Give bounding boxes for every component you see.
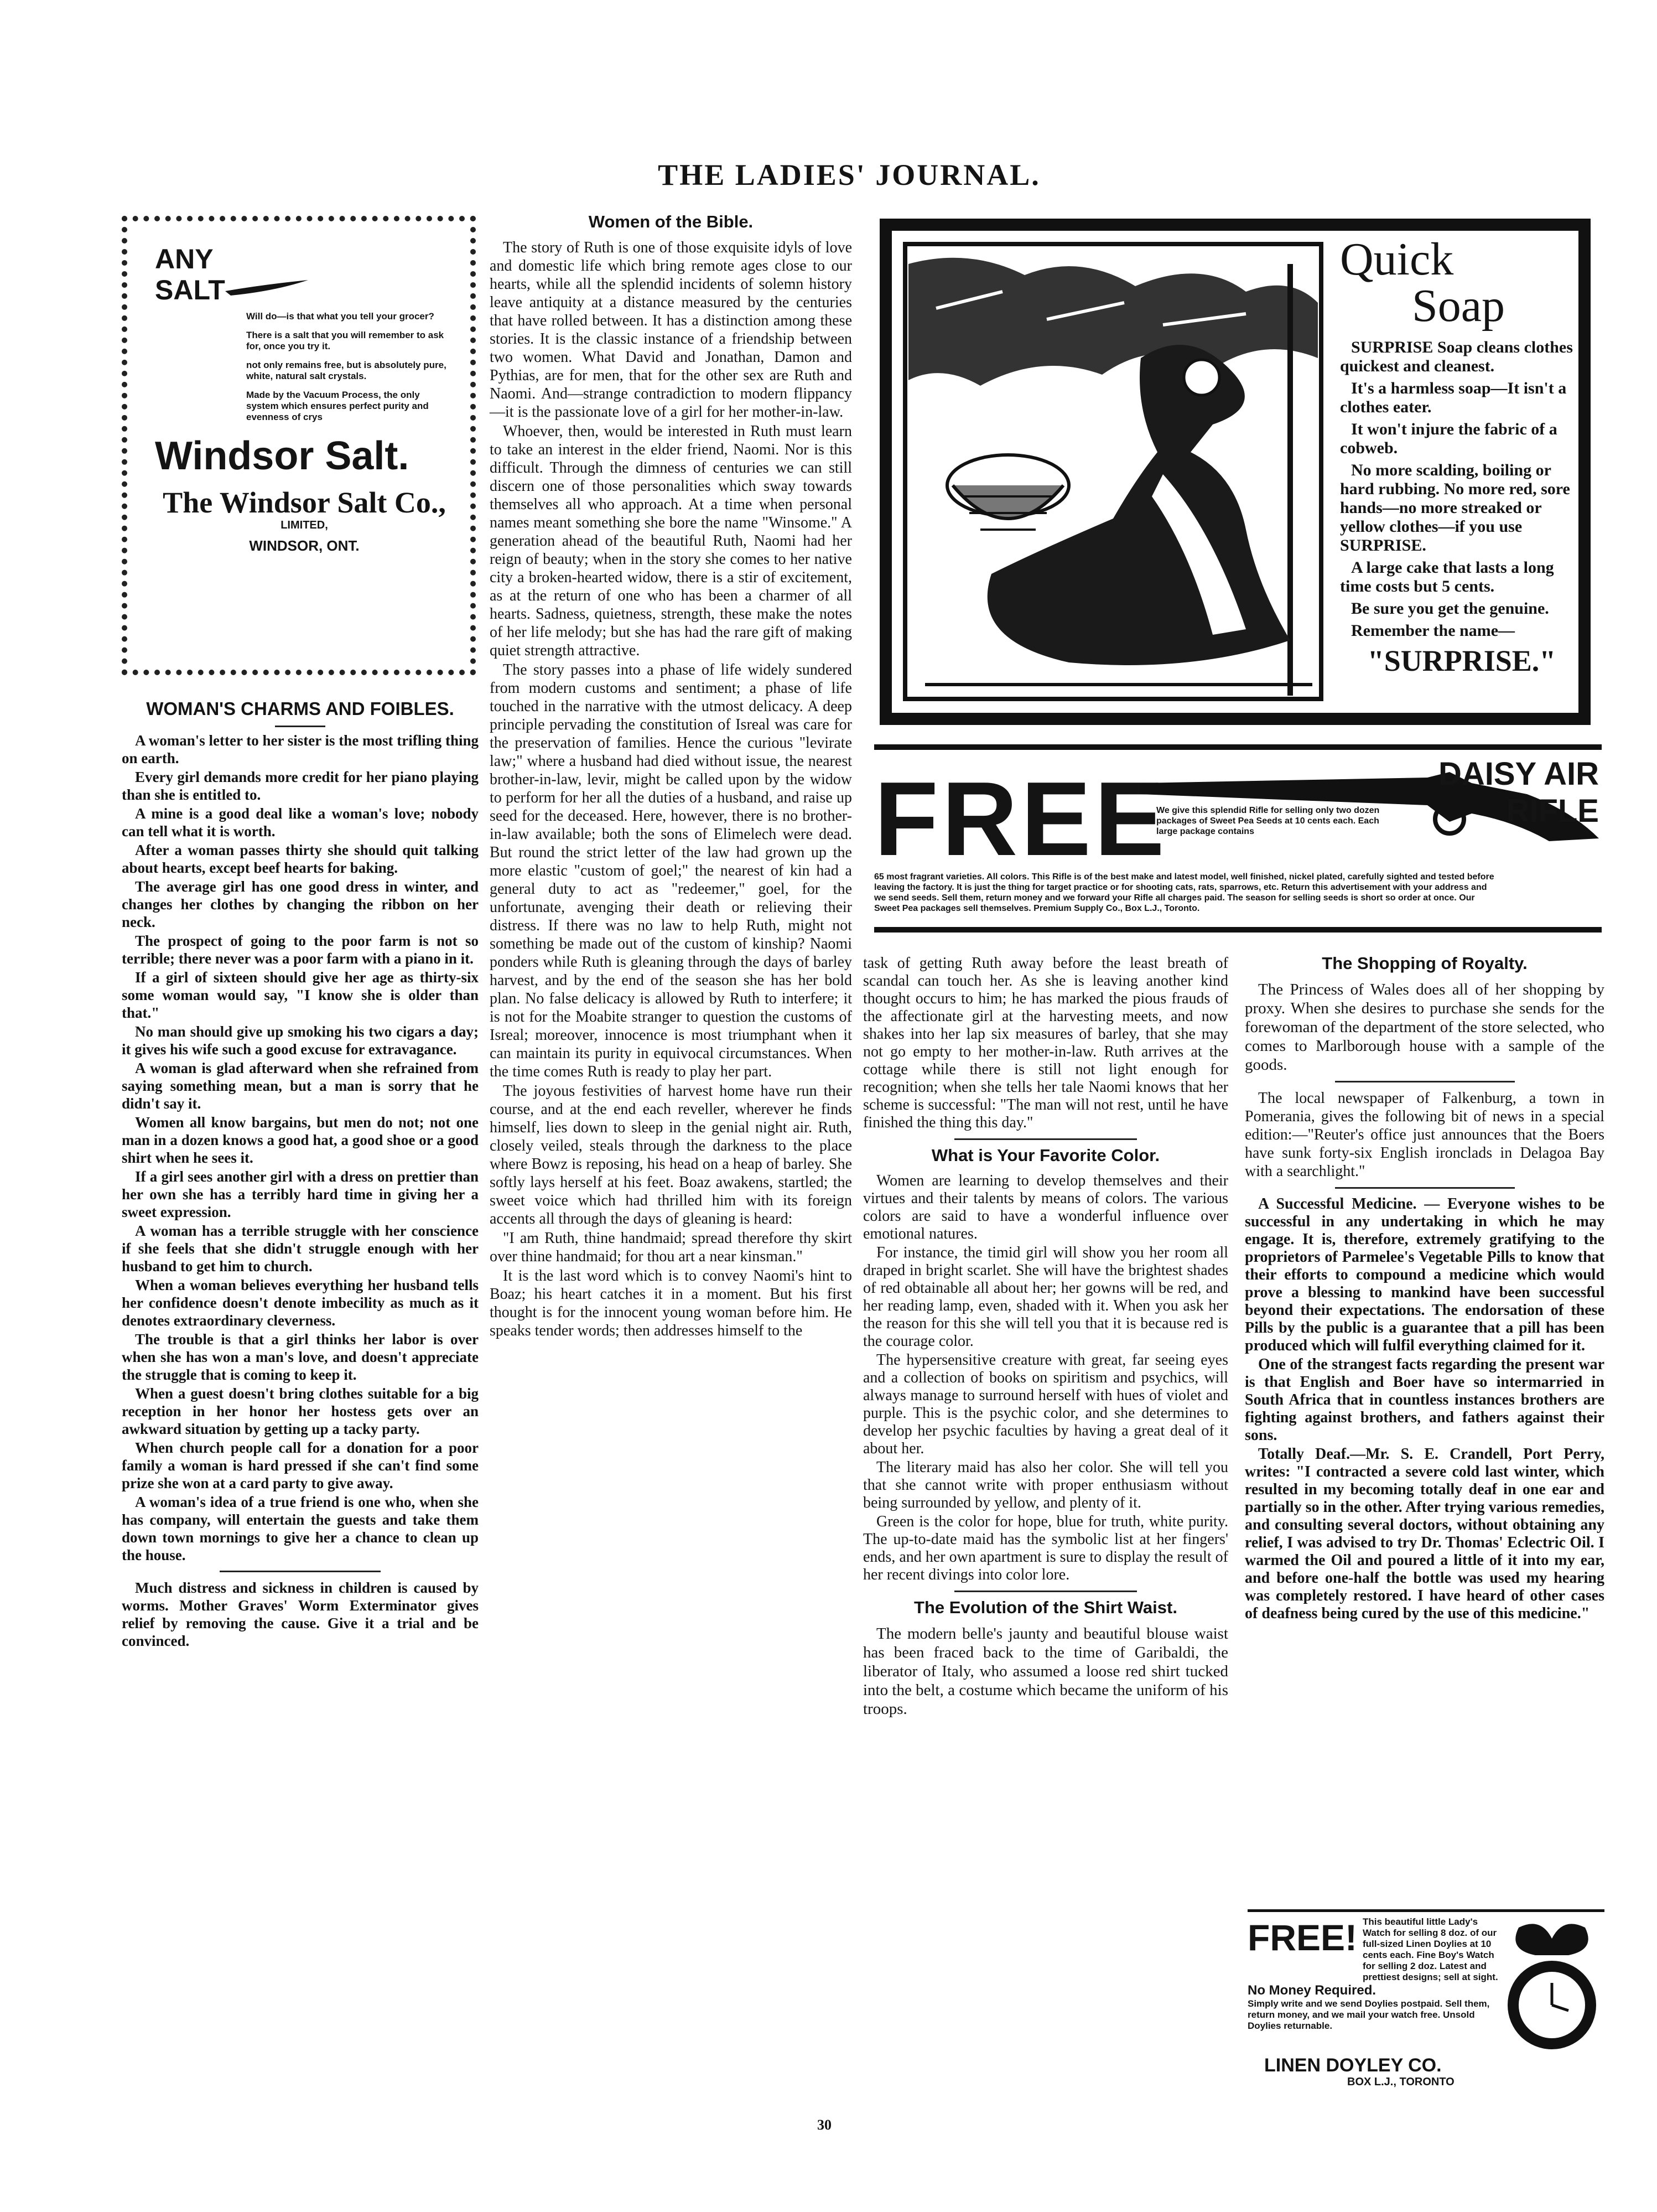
rifle-fine-print: 65 most fragrant varieties. All colors. This Rifle is of the best make and latest model, well finished, nickel plated, carefully sighted and tested before leaving the factory. It is just the thing for target practice or for shooting cats, rats, sparrows, etc. Return this advertisement with your address and we send seeds. Sell them, return money and we forward your Rifle all charges paid. The season for selling seeds is short so order at once. Our Sweet Pea packages sell themselves. Premium Supply Co., Box L.J., Toronto. [874,872,1494,913]
watch-ad-text-2: Simply write and we send Doylies postpaid. Sell them, return money, and we mail your watch free. Unsold Doylies returnable. [1248,1998,1490,2031]
color-paragraph: The hypersensitive creature with great, far seeing eyes and a collection of books on spiritism and psychics, will always manage to surround herself with hues of violet and purple. This is the psychic color, and she determines to develop her psychic faculties by having a great deal of it about her. [863,1351,1228,1457]
charms-paragraph: When a guest doesn't bring clothes suitable for a big reception in her honor her hostess gets over an awkward situation by getting up a tacky party. [122,1385,479,1437]
salt-ad-line: Will do—is that what you tell your grocer? [246,311,434,322]
color-paragraph: For instance, the timid girl will show you her room all draped in bright scarlet. She will have the brightest shades of red obtainable all about her; her gowns will be red, and her reading lamp, even, shaded with it. When you ask her the reason for this she will tell you that it is because red is the courage color. [863,1244,1228,1350]
shirtwaist-title: The Evolution of the Shirt Waist. [914,1598,1177,1617]
bible-paragraph: The story passes into a phase of life widely sundered from modern customs and sentiment; a phase of life touched in the narrative with the utmost delicacy. A deep principle pervading the constitution of Isreal was care for the preservation of families. Hence the curious "levirate law;" where a husband had died without issue, the nearest brother-in-law, levir, might be called upon by the widow to perform for her all the duties of a husband, and raise up seed for the deceased. Here, however, there is no brother-in-law available; both the sons of Elimelech were dead. But round the strict letter of the law had grown up the more elastic "custom of goel;" the nearest of kin had a general duty to act as "redeemer," goel, for the unfortunate, avenging their death or relieving their distress. If there was no law to help Ruth, might not something be made out of the custom of kinship? Naomi ponders while Ruth is gleaning through the days of barley harvest, and by the end of the season she has her bold plan. No false delicacy is allowed by Ruth to interfere; it is not for the Moabite stranger to question the customs of Isreal; moreover, innocence is most triumphant when it can maintain its purity in equivocal circumstances. When the time comes Ruth is ready to play her part. [490,661,852,1080]
charms-paragraph: If a girl of sixteen should give her age as thirty-six some woman would say, "I know she is older than that." [122,969,479,1021]
medicine-paragraphs [1245,1195,1604,1623]
color-title: What is Your Favorite Color. [931,1146,1160,1165]
bible-column [490,213,852,2095]
charms-paragraph: A woman's letter to her sister is the most trifling thing on earth. [122,732,479,766]
watch-ad-no-money: No Money Required. [1248,1983,1376,1998]
charms-paragraph: When church people call for a donation for a poor family a woman is hard pressed if she can't find some prize she won at a card party to give away. [122,1439,479,1491]
daisy-air-rifle-ad [874,744,1602,933]
charms-paragraph: After a woman passes thirty she should quit talking about hearts, except beef hearts for baking. [122,842,479,876]
salt-ad-line: not only remains free, but is absolutely pure, white, natural salt crystals. [246,360,446,381]
charms-paragraph: A woman has a terrible struggle with her conscience if she feels that she didn't struggle enough with her husband to get him to church. [122,1222,479,1275]
watch-ad-free: FREE! [1248,1917,1357,1958]
color-paragraph: The literary maid has also her color. She will tell you that she cannot write with proper enthusiasm without being surrounded by yellow, and plenty of it. [863,1459,1228,1511]
color-paragraph: Women are learning to develop themselves and their virtues and their talents by means of colors. The various colors are said to have a wonderful influence over emotional natures. [863,1172,1228,1242]
soap-line: A large cake that lasts a long time costs but 5 cents. [1340,558,1554,595]
salt-ad-brand: Windsor Salt. [155,434,409,478]
pointing-swash-icon [225,279,308,301]
medicine-paragraph: One of the strangest facts regarding the present war is that English and Boer have so intermarried in South Africa that in countless instances brothers are fighting against brothers, and fathers against their sons. [1245,1356,1604,1444]
watch-ad-text: This beautiful little Lady's Watch for selling 8 doz. of our full-sized Linen Doylies at 10 cents each. Fine Boy's Watch for selling 2 doz. Latest and prettiest designs; sell at sight. [1363,1916,1498,1982]
soap-line: It's a harmless soap—It isn't a clothes eater. [1340,379,1567,416]
charms-paragraph: No man should give up smoking his two cigars a day; it gives his wife such a good excuse for extravagance. [122,1023,479,1058]
worm-exterminator-ad: Much distress and sickness in children is caused by worms. Mother Graves' Worm Exterminator gives relief by removing the cause. Give it a trial and be convinced. [122,1579,479,1649]
charms-paragraph: Women all know bargains, but men do not; not one man in a dozen knows a good hat, a good shoe or a good shirt when he sees it. [122,1114,479,1166]
charms-paragraph: A woman is glad afterward when she refrained from saying something mean, but a man is sorry that he didn't say it. [122,1060,479,1112]
color-paragraphs [863,1172,1228,1584]
medicine-paragraph: A Successful Medicine. — Everyone wishes to be successful in any undertaking in which he may engage. It is, therefore, extremely gratifying to the proprietors of Parmelee's Vegetable Pills to know that their efforts to compound a medicine which would prove a blessing to mankind have been successful beyond their expectations. The endorsation of these Pills by the public is a guarantee that a pill has been produced which will fulfil everything claimed for it. [1245,1195,1604,1354]
salt-ad-limited: LIMITED, [281,519,328,531]
bible-title: Women of the Bible. [588,212,754,231]
page-number: 30 [817,2117,832,2133]
soap-title-soap: Soap [1412,280,1505,331]
charms-paragraph: The average girl has one good dress in winter, and changes her clothes by changing the ribbon on her neck. [122,878,479,930]
salt-ad-place: WINDSOR, ONT. [249,537,360,554]
bible-paragraph: The joyous festivities of harvest home have run their course, and at the end each reveller, wherever he finds himself, lies down to sleep in the genial night air. Ruth, closely veiled, steals through the darkness to the place where Bowz is reposing, his head on a heap of barley. She softly lays herself at his feet. Boaz awakens, startled; the sweet voice which had thrilled him with its foreign accents all through the days of gleaning is heard: [490,1082,852,1227]
royalty-title: The Shopping of Royalty. [1322,954,1528,973]
soap-line: It won't injure the fabric of a cobweb. [1340,420,1557,457]
royalty-paragraph: The Princess of Wales does all of her shopping by proxy. When she desires to purchase she sends for the forewoman of the department of the store selected, who comes to Marlborough house with a sample of the goods. [1245,981,1604,1074]
bible-paragraphs [490,239,852,1340]
salt-ad-company: The Windsor Salt Co., [163,486,446,519]
medicine-paragraph: Totally Deaf.—Mr. S. E. Crandell, Port Perry, writes: "I contracted a severe cold last winter, which resulted in my becoming totally deaf in one ear and partially so in the other. After trying various remedies, and consulting several doctors, without obtaining any relief, I was advised to try Dr. Thomas' Eclectric Oil. I warmed the Oil and poured a little of it into my ear, and before one-half the bottle was used my hearing was completely restored. I have heard of other cases of deafness being cured by the use of this medicine." [1245,1446,1604,1622]
masthead: THE LADIES' JOURNAL. [658,158,1041,191]
surprise-soap-ad [880,219,1591,725]
charms-paragraphs [122,732,479,1564]
pocket-watch-icon [1502,1916,1602,2055]
watch-ad-company: LINEN DOYLEY CO. [1264,2055,1442,2076]
falkenburg-news: The local newspaper of Falkenburg, a town in Pomerania, gives the following bit of news in a special edition:—"Reuter's office just announces that the Boers have sunk forty-six English ironclads in Delagoa Bay with a searchlight." [1245,1090,1604,1180]
bible-paragraph: It is the last word which is to convey Naomi's hint to Boaz; his heart catches it in a moment. But his first thought is for the innocent young woman before him. He speaks tender words; then addresses himself to the [490,1267,852,1339]
bible-continued: task of getting Ruth away before the least breath of scandal can touch her. As she is leaving another kind thought occurs to him; he has marked the pious frauds of the affectionate girl at the harvesting meets, and now shakes into her lap six measures of barley, that she may not go empty to her mother-in-law. Ruth arrives at the cottage while there is still not light enough for recognition; when she tells her tale Naomi knows that her scheme is successful: "The man will not rest, until he have finished the thing this day." [863,955,1228,1131]
charms-paragraph: A woman's idea of a true friend is one who, when she has company, will entertain the guests and take them down town mornings to give her a chance to clean up the house. [122,1494,479,1563]
royalty-column [1245,955,1604,1862]
soap-name: "SURPRISE." [1367,644,1556,677]
bible-paragraph: Whoever, then, would be interested in Ruth must learn to take an interest in the elder friend, Naomi. Nor is this difficult. Through the dimness of centuries we can still discern one of those personalities which sway towards themselves all who approach. At a time when personal names meant something she bore the name "Winsome." A generation ahead of the beautiful Ruth, Naomi had her reign of beauty; when in the story she comes to her native city a broken-hearted widow, there is a stir of excitement, as at the return of one who has been a charmer of all hearts. Sadness, quietness, strength, these make the notes of her life melody; but she has had the rare gift of making quiet strength attractive. [490,423,852,659]
salt-ad-line: Made by the Vacuum Process, the only system which ensures perfect purity and evenness of crys [246,390,429,422]
bible-paragraph: "I am Ruth, thine handmaid; spread therefore thy skirt over thine handmaid; for thou art a near kinsman." [490,1230,852,1265]
color-paragraph: Green is the color for hope, blue for truth, white purity. The up-to-date maid has the symbolic list at her fingers' ends, and her own apartment is sure to display the result of her recent divings into color lore. [863,1513,1228,1583]
charms-paragraph: If a girl sees another girl with a dress on prettier than her own she has a terribly hard time in giving her a sweet expression. [122,1168,479,1220]
windsor-salt-ad [122,216,476,675]
charms-paragraph: The trouble is that a girl thinks her labor is over when she has won a man's love, and doesn't appreciate the struggle that is coming to keep it. [122,1331,479,1383]
linen-doyley-watch-ad [1248,1909,1604,2097]
color-column [863,955,1228,2117]
charms-column [122,700,479,2084]
soap-title-quick: Quick [1340,234,1454,285]
charms-paragraph: The prospect of going to the poor farm is not so terrible; there never was a poor farm with a piano in it. [122,933,479,967]
charms-paragraph: When a woman believes everything her husband tells her confidence doesn't denote imbecility as much as it denotes extraordinary cleverness. [122,1277,479,1329]
royalty-paragraphs [1245,980,1604,1074]
rifle-free: FREE [874,760,1168,878]
soap-line: Be sure you get the genuine. [1351,599,1549,618]
rifle-title: DAISY AIR RIFLE [1438,756,1599,829]
salt-ad-any: ANY [155,244,214,274]
soap-line: No more scalding, boiling or hard rubbing. No more red, sore hands—no more streaked or yellow clothes—if you use SURPRISE. [1340,461,1570,555]
watch-ad-address: BOX L.J., TORONTO [1347,2076,1455,2088]
washerwoman-illustration [903,242,1323,701]
soap-lines [1340,338,1583,640]
soap-line: Remember the name— [1351,621,1515,640]
rifle-blurb: We give this splendid Rifle for selling only two dozen packages of Sweet Pea Seeds at 10 cents each. Each large package contains [1156,806,1380,836]
charms-paragraph: A mine is a good deal like a woman's love; nobody can tell what it is worth. [122,805,479,840]
shirtwaist-paragraphs [863,1624,1228,1718]
charms-title: WOMAN'S CHARMS AND FOIBLES. [146,698,454,719]
charms-paragraph: Every girl demands more credit for her piano playing than she is entitled to. [122,769,479,803]
soap-line: SURPRISE Soap cleans clothes quickest and cleanest. [1340,338,1573,375]
bible-paragraph: The story of Ruth is one of those exquisite idyls of love and domestic life which bring remote ages close to our hearts, while all the splendid incidents of solemn history leave antiquity at a distance measured by the centuries that have rolled between. It has a distinction among these stories. It is the classic instance of a friendship between two women. What David and Jonathan, Damon and Pythias, are for men, that for the other sex are Ruth and Naomi. And—strange contradiction to modern flippancy—it is the passionate love of a girl for her mother-in-law. [490,239,852,421]
shirtwaist-paragraph: The modern belle's jaunty and beautiful blouse waist has been fraced back to the time of Garibaldi, the liberator of Italy, who assumed a loose red shirt tucked into the belt, a costume which became the uniform of his troops. [863,1625,1228,1718]
salt-ad-line: There is a salt that you will remember to ask for, once you try it. [246,330,444,351]
salt-ad-salt: SALT [155,274,225,305]
